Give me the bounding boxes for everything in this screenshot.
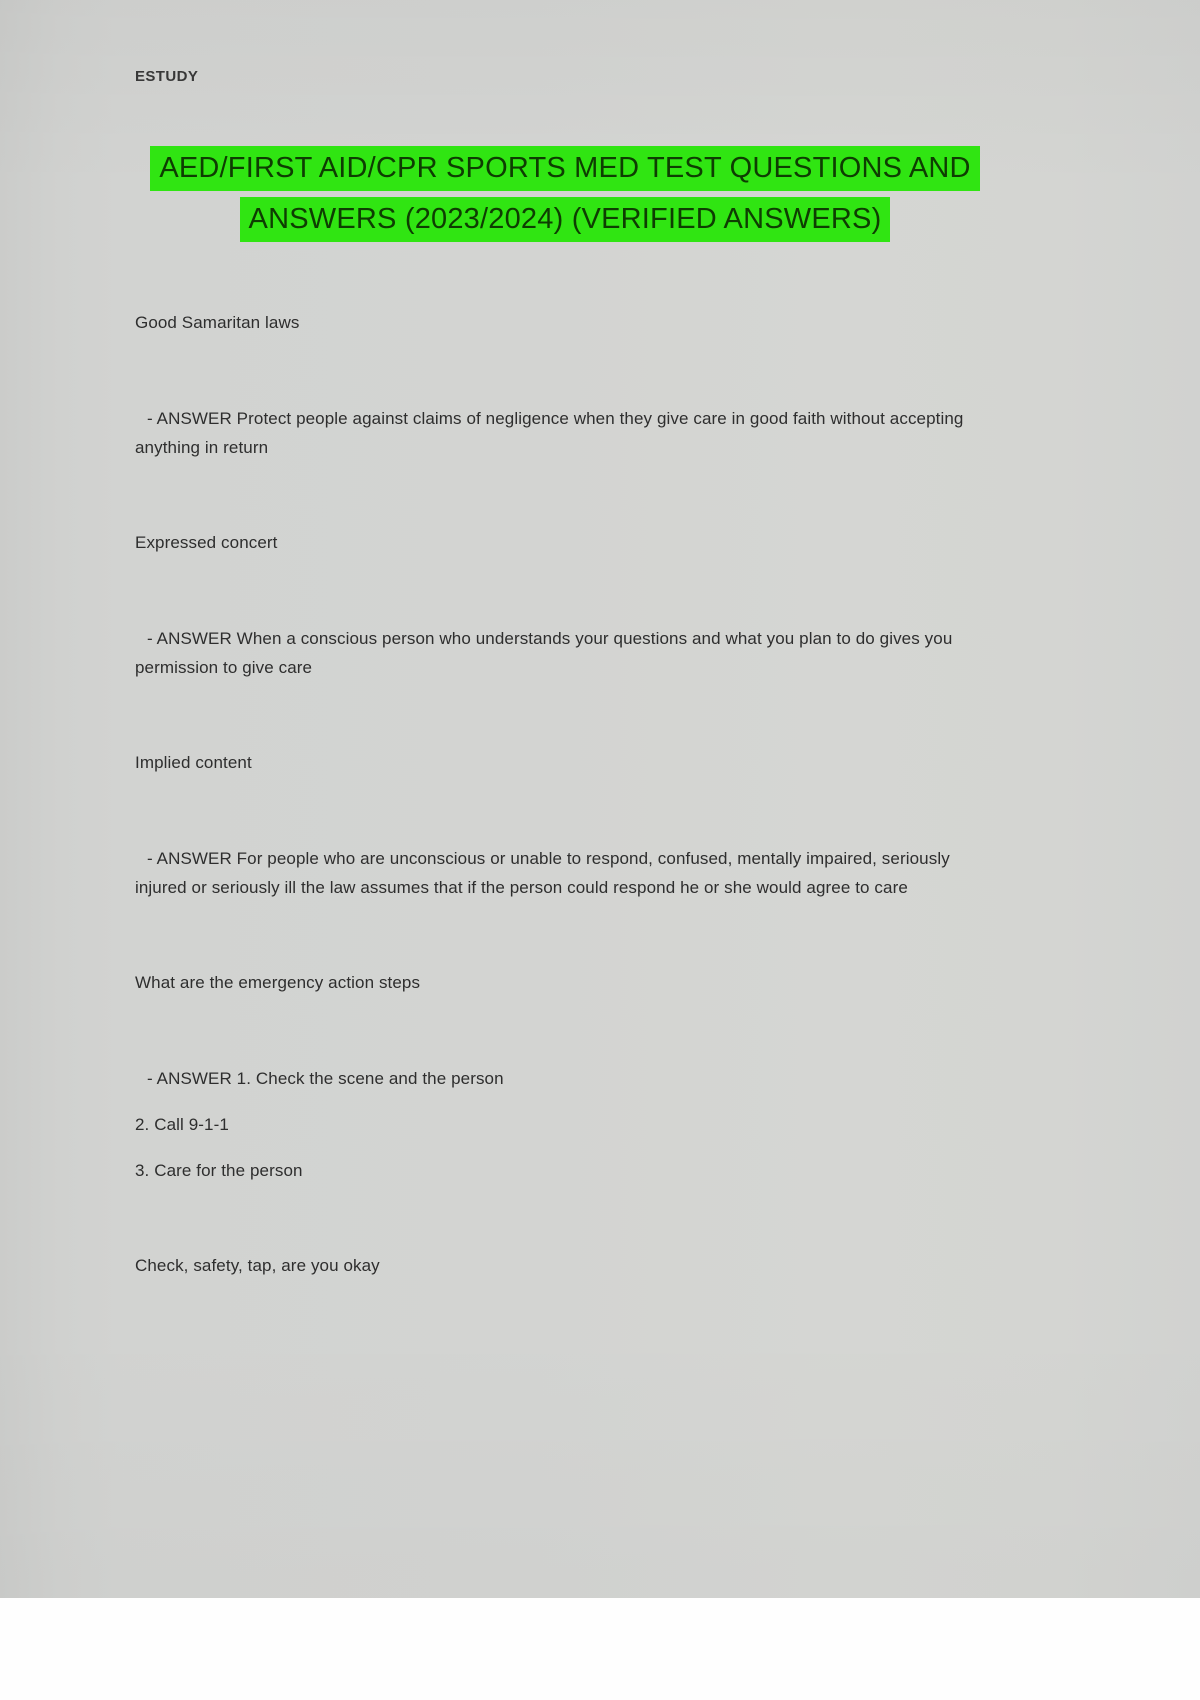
document-title-line-2: [135, 197, 995, 248]
question-text: Implied content: [135, 753, 252, 772]
question-text: Good Samaritan laws: [135, 313, 300, 332]
question-text: What are the emergency action steps: [135, 973, 421, 992]
answer-text: - ANSWER Protect people against claims of negligence when they give care in good faith without accepting anything in return: [135, 409, 964, 457]
answer-step-text: 2. Call 9-1-1: [135, 1115, 229, 1134]
document-title: [135, 146, 995, 248]
answer-text: - ANSWER 1. Check the scene and the person: [147, 1069, 504, 1088]
answer-text: - ANSWER For people who are unconscious or unable to respond, confused, mentally impaired, seriously injured or seriously ill the law assumes that if the person could respond he or she would agree to care: [135, 849, 950, 897]
question-text: Expressed concert: [135, 533, 278, 552]
highlighted-title-text: ANSWERS (2023/2024) (VERIFIED ANSWERS): [240, 197, 891, 242]
answer-step-text: 3. Care for the person: [135, 1161, 303, 1180]
highlighted-title-text: AED/FIRST AID/CPR SPORTS MED TEST QUESTIONS AND: [150, 146, 979, 191]
site-watermark: ESTUDY: [135, 68, 199, 85]
answer-text: - ANSWER When a conscious person who understands your questions and what you plan to do gives you permission to give care: [135, 629, 953, 677]
document-content: [135, 68, 995, 1280]
footer-white-band: [0, 1598, 1200, 1700]
document-title-line-1: [135, 146, 995, 197]
question-text: Check, safety, tap, are you okay: [135, 1256, 380, 1275]
